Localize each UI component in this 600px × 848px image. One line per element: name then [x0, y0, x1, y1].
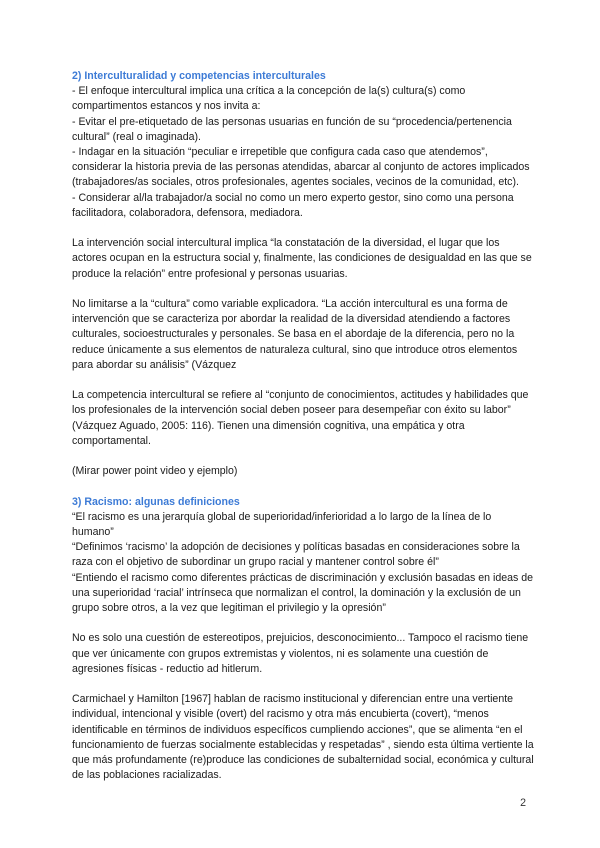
spacer [72, 677, 534, 692]
spacer [72, 373, 534, 388]
paragraph-no-es-solo: No es solo una cuestión de estereotipos, prejuicios, desconocimiento... Tampoco el racismo tiene que ver únicamente con grupos extremistas y violentos, ni es solamente una cuestión de agresiones físicas - reductio ad hitlerum. [72, 632, 529, 675]
paragraph-carmichael-hamilton: Carmichael y Hamilton [1967] hablan de racismo institucional y diferencian entre una vertiente individual, intencional y visible (overt) del racismo y otra más encubierta (covert), “menos identificable en términos de individuos específicos cumpliendo acciones”, que se alimenta “en el funcionamiento de fuerzas socialmente establecidas y respetadas” , siendo esta última vertiente la que más profundamente (re)produce las condiciones de subalternidad social, económica y cultural de las poblaciones racializadas. [72, 693, 534, 782]
spacer [72, 282, 534, 297]
spacer [72, 449, 534, 464]
section-heading-racismo: 3) Racismo: algunas definiciones [72, 495, 240, 508]
spacer [72, 616, 534, 631]
spacer [72, 479, 534, 494]
spacer [72, 221, 534, 236]
quote-entiendo-racismo: “Entiendo el racismo como diferentes prácticas de discriminación y exclusión basadas en ideas de una superioridad ‘racial’ intrínseca que normalizan el control, la dominación y la exclusión de un grupo sobre otros, a la vez que legitiman el privilegio y la opresión” [72, 571, 534, 615]
section-heading-interculturalidad: 2) Interculturalidad y competencias interculturales [72, 70, 326, 82]
page-content [72, 69, 534, 783]
quote-definimos-racismo: “Definimos ‘racismo’ la adopción de decisiones y políticas basadas en consideraciones sobre la raza con el objetivo de subordinar un grupo racial y mantener control sobre él” [72, 541, 520, 569]
note-power-point: (Mirar power point video y ejemplo) [72, 465, 238, 478]
quote-jerarquia-global: “El racismo es una jerarquía global de superioridad/inferioridad a lo largo de la línea de lo humano” [72, 510, 492, 539]
bullet-evitar-preetiquetado: - Evitar el pre-etiquetado de las personas usuarias en función de su “procedencia/pertenencia cultural” (real o imaginada). [72, 115, 512, 143]
paragraph-intervencion-social: La intervención social intercultural implica “la constatación de la diversidad, el lugar que los actores ocupan en la estructura social y, finalmente, las condiciones de desigualdad en las que se produce la relación” entre profesional y personas usuarias. [72, 237, 532, 280]
bullet-considerar-trabajador: - Considerar al/la trabajador/a social no como un mero experto gestor, sino como una persona facilitadora, colaboradora, defensora, mediadora. [72, 191, 514, 219]
paragraph-no-limitarse-cultura: No limitarse a la “cultura” como variable explicadora. “La acción intercultural es una forma de intervención que se caracteriza por abordar la realidad de la diversidad atendiendo a factores culturales, socioestructurales y personales. Se basa en el abordaje de la diferencia, pero no la reduce únicamente a sus elementos de naturaleza cultural, sino que introduce otros elementos para abordar su análisis” (Vázquez [72, 298, 518, 371]
page-number: 2 [520, 797, 526, 809]
bullet-indagar-situacion: - Indagar en la situación “peculiar e irrepetible que configura cada caso que atendemos”, considerar la historia previa de las personas atendidas, abarcar al conjunto de actores implicados (trabajadores/as sociales, otros profesionales, agentes sociales, vecinos de la comunidad, etc). [72, 146, 530, 189]
paragraph-competencia-intercultural: La competencia intercultural se refiere al “conjunto de conocimientos, actitudes y habilidades que los profesionales de la intervención social deben poseer para desempeñar con éxito su labor” (Vázquez Aguado, 2005: 116). Tienen una dimensión cognitiva, una empática y otra comportamental. [72, 389, 529, 447]
bullet-enfoque-intercultural: - El enfoque intercultural implica una crítica a la concepción de la(s) cultura(s) como compartimentos estancos y nos invita a: [72, 85, 466, 113]
